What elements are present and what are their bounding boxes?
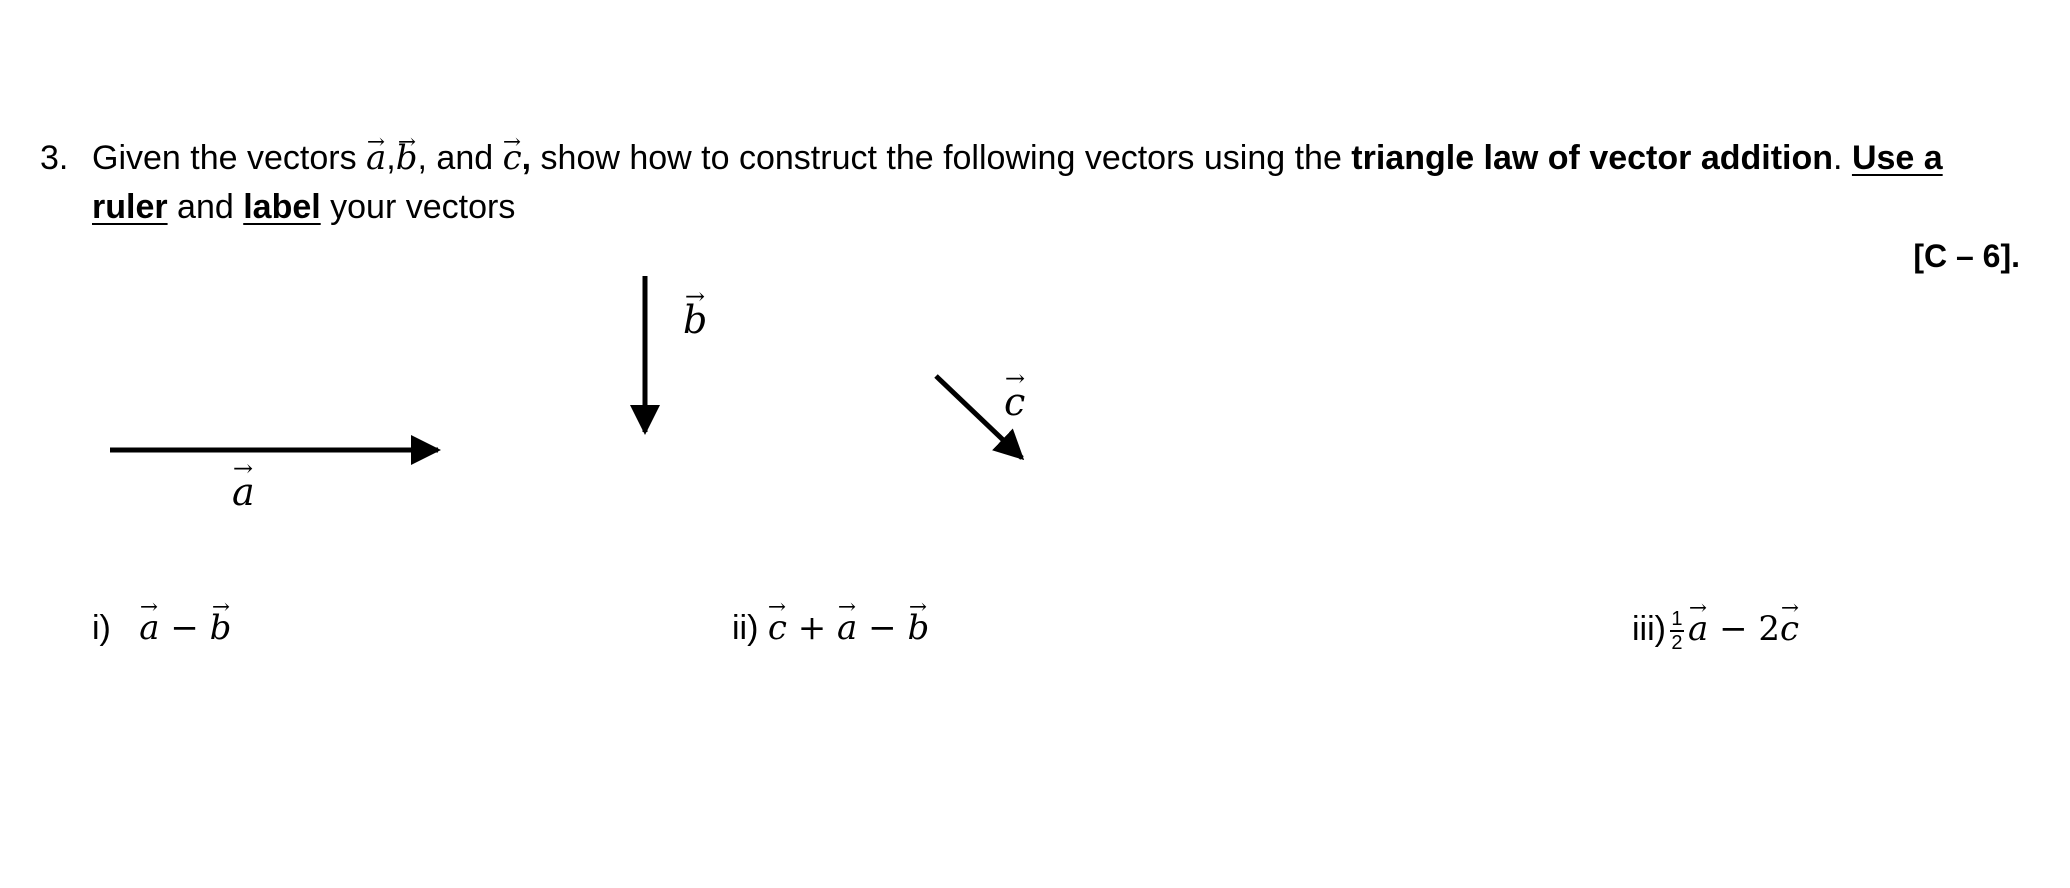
question-line-2: ruler and label your vectors	[92, 188, 516, 226]
question-text: Given the vectors	[92, 139, 367, 177]
vector-c-label: → c	[1004, 380, 1025, 424]
label-emphasis: label	[243, 188, 321, 226]
vector-c-symbol: → c	[503, 138, 522, 178]
triangle-law-emphasis: triangle law of vector addition	[1351, 139, 1834, 177]
vector-b-symbol: → b	[396, 138, 418, 178]
vector-b-label: → b	[683, 298, 707, 342]
question-number: 3.	[40, 139, 69, 177]
part-iii: iii) $\frac{1}{2}$ → a − 2→ c	[1632, 608, 1799, 654]
vector-a-label: → a	[232, 470, 255, 514]
marks-badge: [C – 6].	[1913, 238, 2020, 274]
half-fraction: $\frac{1}{2}$	[1671, 608, 1683, 654]
question-line-1: Given the vectors → a,→ b, and → c, show how to construct the following vectors using the triangle law of vector addition. Use a	[92, 138, 1943, 178]
vector-a-symbol: → a	[366, 138, 386, 178]
part-i-label: i)	[92, 609, 111, 647]
use-a-emphasis: Use a	[1851, 139, 1943, 177]
part-ii: ii) → c + → a − → b	[732, 608, 929, 648]
ruler-emphasis: ruler	[92, 188, 168, 226]
part-i: i) → a − → b	[92, 608, 231, 648]
part-iii-label: iii)	[1632, 609, 1666, 648]
part-ii-label: ii)	[732, 609, 759, 647]
